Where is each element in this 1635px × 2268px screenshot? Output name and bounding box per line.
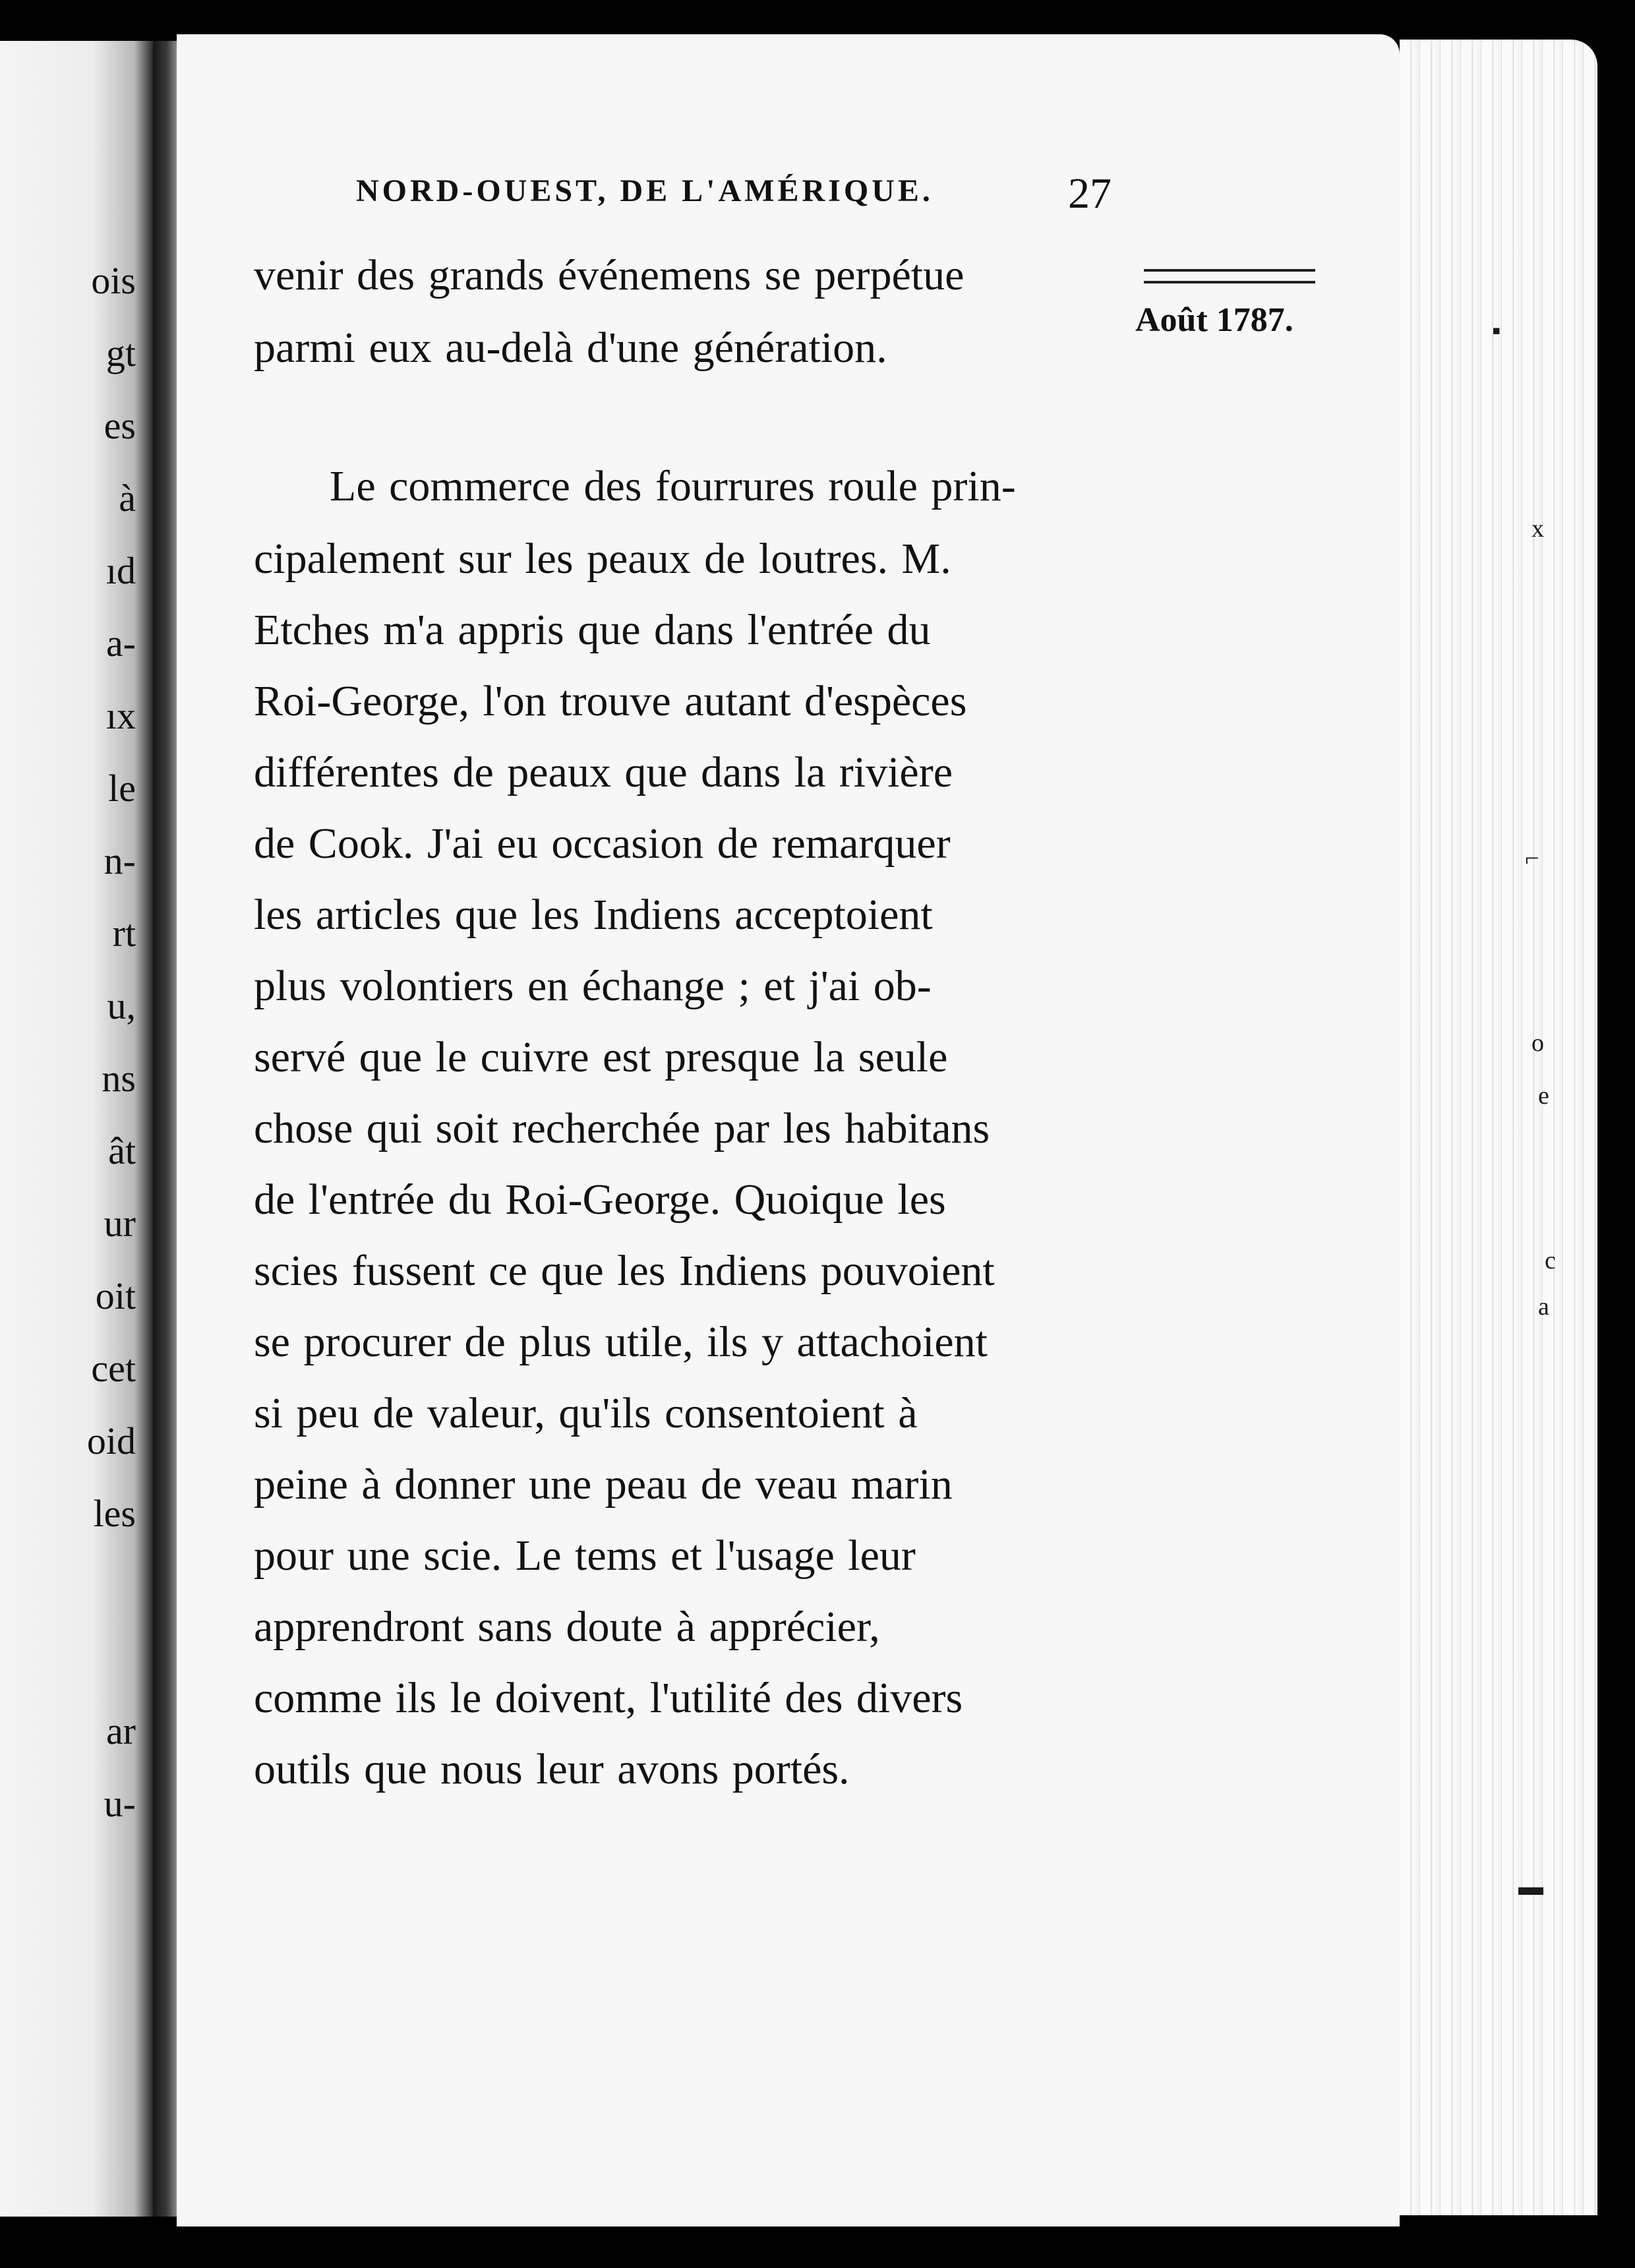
text-line: Etches m'a appris que dans l'entrée du <box>254 606 931 654</box>
left-page-fragment: ois <box>91 259 136 302</box>
text-line: venir des grands événemens se perpétue <box>254 251 965 299</box>
text-line: chose qui soit recherchée par les habitans <box>254 1104 990 1152</box>
left-page-fragment: oit <box>95 1274 136 1317</box>
left-page-fragment: es <box>104 404 136 447</box>
text-line: parmi eux au-delà d'une génération. <box>254 324 887 372</box>
left-page-fragment: rt <box>112 912 136 955</box>
left-page-fragment: oid <box>86 1419 136 1462</box>
margin-rule <box>1144 269 1315 284</box>
left-page-fragment: à <box>119 477 136 520</box>
left-page-fragment: ar <box>105 1710 136 1752</box>
left-page-fragment: u, <box>107 984 136 1027</box>
text-line: plus volontiers en échange ; et j'ai ob- <box>254 962 932 1010</box>
left-page-fragment: u- <box>104 1782 136 1825</box>
left-page-fragment: ur <box>104 1202 136 1245</box>
left-page-fragment: les <box>93 1492 136 1535</box>
facing-page-left <box>0 41 153 2217</box>
left-page-fragment: ıx <box>105 694 136 737</box>
margin-note-date: Août 1787. <box>1135 301 1293 339</box>
text-line: cipalement sur les peaux de loutres. M. <box>254 535 951 583</box>
page-edges: ▪ x ⌐ o e c a ▬ <box>1400 40 1597 2215</box>
left-page-fragment: a- <box>105 622 136 665</box>
text-line: pour une scie. Le tems et l'usage leur <box>254 1532 916 1580</box>
text-line: se procurer de plus utile, ils y attachoient <box>254 1318 988 1366</box>
left-page-fragment: ât <box>108 1129 136 1172</box>
left-page-fragment: n- <box>104 839 136 882</box>
left-page-fragment: gt <box>105 332 136 374</box>
text-line: Roi-George, l'on trouve autant d'espèces <box>254 677 967 725</box>
text-line: de l'entrée du Roi-George. Quoique les <box>254 1176 946 1224</box>
left-page-fragment: le <box>108 767 136 810</box>
running-head: NORD-OUEST, DE L'AMÉRIQUE. <box>356 173 934 208</box>
text-line: si peu de valeur, qu'ils consentoient à <box>254 1389 918 1437</box>
text-line: apprendront sans doute à apprécier, <box>254 1603 880 1651</box>
left-page-fragment: ns <box>102 1057 136 1100</box>
text-line: servé que le cuivre est presque la seule <box>254 1033 948 1081</box>
page-number: 27 <box>1068 169 1112 218</box>
text-line: Le commerce des fourrures roule prin- <box>330 462 1016 510</box>
left-page-fragment: cet <box>91 1347 136 1390</box>
text-line: outils que nous leur avons portés. <box>254 1745 850 1793</box>
text-line: différentes de peaux que dans la rivière <box>254 748 953 796</box>
book-gutter <box>153 41 177 2217</box>
text-line: comme ils le doivent, l'utilité des divers <box>254 1674 963 1722</box>
text-line: les articles que les Indiens acceptoient <box>254 891 933 939</box>
text-line: scies fussent ce que les Indiens pouvoient <box>254 1247 995 1295</box>
text-line: de Cook. J'ai eu occasion de remarquer <box>254 820 951 868</box>
left-page-fragment: ıd <box>105 549 136 592</box>
text-line: peine à donner une peau de veau marin <box>254 1460 953 1508</box>
